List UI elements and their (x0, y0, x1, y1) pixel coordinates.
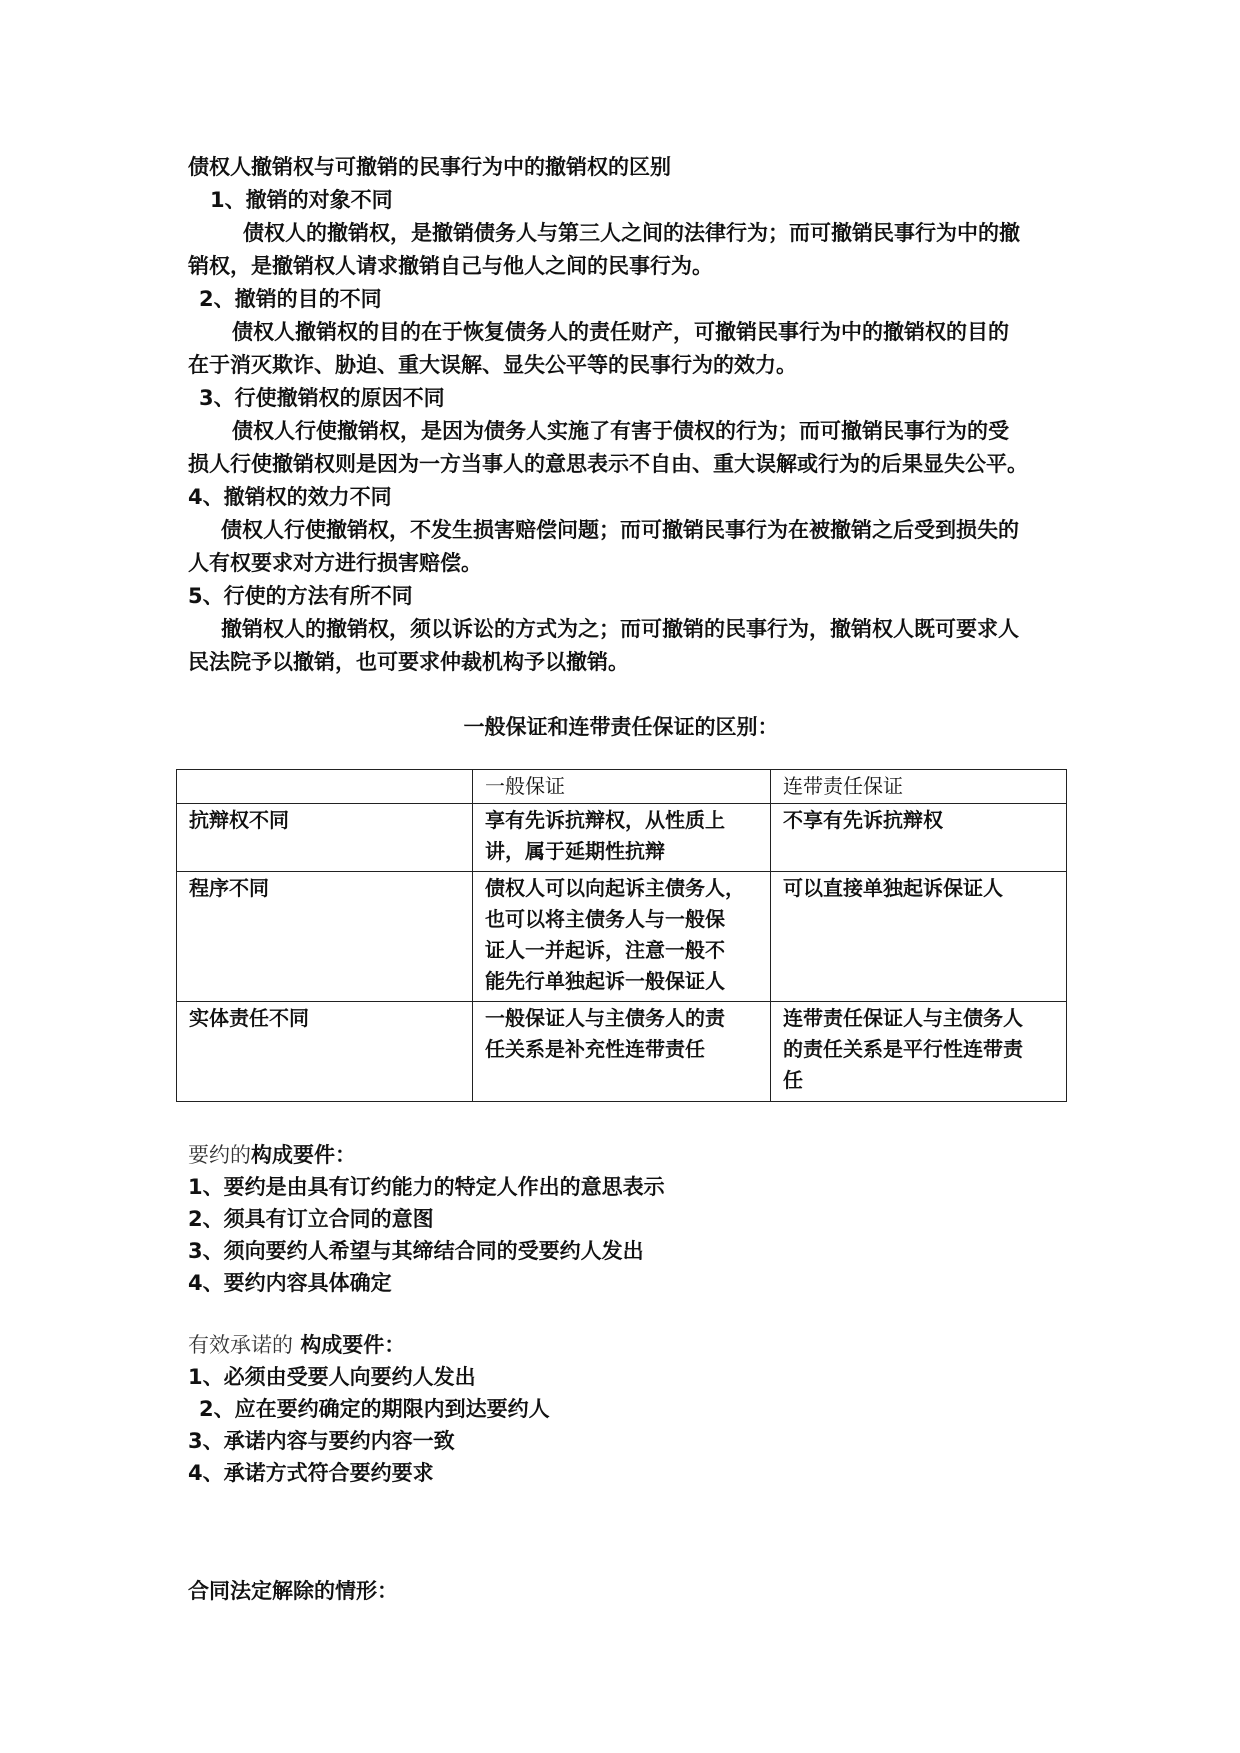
offer-heading-suffix: 构成要件： (251, 1143, 356, 1167)
acceptance-heading-suffix: 构成要件： (300, 1333, 406, 1357)
item-heading: 3、行使撤销权的原因不同 (199, 386, 445, 410)
item-heading: 5、行使的方法有所不同 (188, 584, 413, 608)
cell-line: 任 (783, 1068, 803, 1092)
cell-line: 不享有先诉抗辩权 (783, 808, 943, 832)
table-row (177, 1002, 1067, 1102)
offer-item: 3、须向要约人希望与其缔结合同的受要约人发出 (188, 1239, 644, 1263)
acceptance-item: 4、承诺方式符合要约要求 (188, 1461, 434, 1485)
cell-line: 连带责任保证人与主债务人 (783, 1006, 1023, 1030)
acceptance-heading-prefix: 有效承诺的 (188, 1333, 293, 1357)
paragraph-line: 销权，是撤销权人请求撤销自己与他人之间的民事行为。 (188, 254, 713, 278)
cell-line: 债权人可以向起诉主债务人， (485, 876, 745, 900)
section-title: 债权人撤销权与可撤销的民事行为中的撤销权的区别 (188, 155, 671, 179)
joint-cell (771, 1002, 1067, 1102)
table-header-row (177, 770, 1067, 804)
paragraph-line: 人有权要求对方进行损害赔偿。 (188, 551, 482, 575)
row-label: 实体责任不同 (177, 1002, 473, 1102)
cell-line: 讲，属于延期性抗辩 (485, 839, 665, 863)
item-heading: 2、撤销的目的不同 (199, 287, 382, 311)
item-heading: 4、撤销权的效力不同 (188, 485, 392, 509)
offer-item: 4、要约内容具体确定 (188, 1271, 392, 1295)
paragraph-line: 民法院予以撤销，也可要求仲裁机构予以撤销。 (188, 650, 629, 674)
table-row (177, 804, 1067, 872)
termination-heading: 合同法定解除的情形： (188, 1579, 398, 1603)
cell-line: 证人一并起诉，注意一般不 (485, 938, 725, 962)
paragraph-line: 在于消灭欺诈、胁迫、重大误解、显失公平等的民事行为的效力。 (188, 353, 797, 377)
general-cell (473, 1002, 771, 1102)
cell-line: 的责任关系是平行性连带责 (783, 1037, 1023, 1061)
header-cell (177, 770, 473, 804)
row-label: 程序不同 (177, 872, 473, 1002)
joint-cell (771, 872, 1067, 1002)
paragraph-line: 债权人撤销权的目的在于恢复债务人的责任财产，可撤销民事行为中的撤销权的目的 (232, 320, 1009, 344)
acceptance-item: 3、承诺内容与要约内容一致 (188, 1429, 455, 1453)
header-cell: 一般保证 (473, 770, 771, 804)
joint-cell (771, 804, 1067, 872)
cell-line: 一般保证人与主债务人的责 (485, 1006, 725, 1030)
header-cell: 连带责任保证 (771, 770, 1067, 804)
general-cell (473, 804, 771, 872)
cell-line: 任关系是补充性连带责任 (485, 1037, 705, 1061)
paragraph-line: 损人行使撤销权则是因为一方当事人的意思表示不自由、重大误解或行为的后果显失公平。 (188, 452, 1028, 476)
table-title: 一般保证和连带责任保证的区别： (463, 715, 779, 739)
offer-heading-prefix: 要约的 (188, 1143, 251, 1167)
guarantee-comparison-table (176, 769, 1067, 1102)
general-cell (473, 872, 771, 1002)
paragraph-line: 债权人的撤销权，是撤销债务人与第三人之间的法律行为；而可撤销民事行为中的撤 (243, 221, 1020, 245)
table-row (177, 872, 1067, 1002)
row-label: 抗辩权不同 (177, 804, 473, 872)
offer-item: 1、要约是由具有订约能力的特定人作出的意思表示 (188, 1175, 665, 1199)
offer-heading (188, 1140, 356, 1170)
offer-item: 2、须具有订立合同的意图 (188, 1207, 434, 1231)
acceptance-heading (188, 1330, 405, 1360)
paragraph-line: 债权人行使撤销权，不发生损害赔偿问题；而可撤销民事行为在被撤销之后受到损失的 (221, 518, 1019, 542)
acceptance-item: 1、必须由受要人向要约人发出 (188, 1365, 476, 1389)
cell-line: 享有先诉抗辩权，从性质上 (485, 808, 725, 832)
cell-line: 可以直接单独起诉保证人 (783, 876, 1003, 900)
paragraph-line: 撤销权人的撤销权，须以诉讼的方式为之；而可撤销的民事行为，撤销权人既可要求人 (221, 617, 1019, 641)
cell-line: 能先行单独起诉一般保证人 (485, 969, 725, 993)
cell-line: 也可以将主债务人与一般保 (485, 907, 725, 931)
item-heading: 1、撤销的对象不同 (210, 188, 393, 212)
paragraph-line: 债权人行使撤销权，是因为债务人实施了有害于债权的行为；而可撤销民事行为的受 (232, 419, 1009, 443)
acceptance-item: 2、应在要约确定的期限内到达要约人 (199, 1397, 550, 1421)
